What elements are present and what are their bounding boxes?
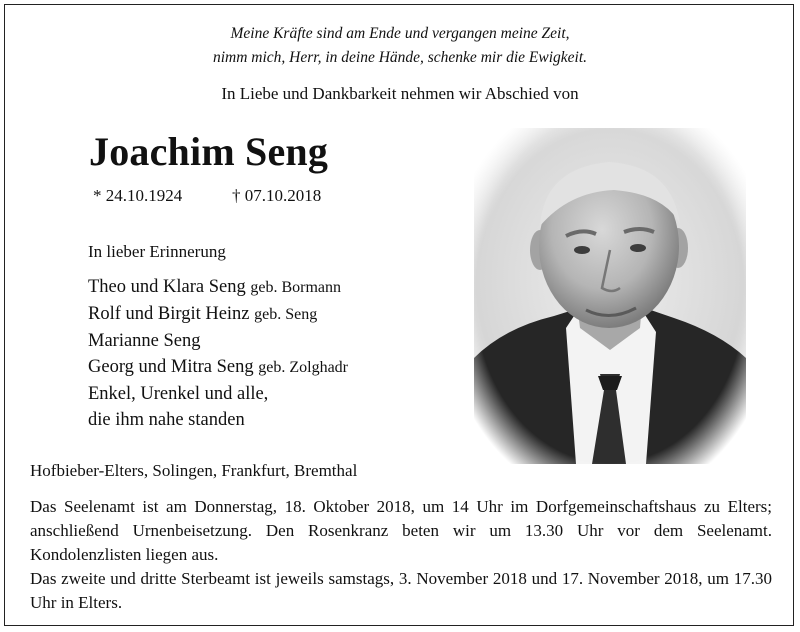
death-date: † 07.10.2018 xyxy=(232,186,322,205)
intro-text: In Liebe und Dankbarkeit nehmen wir Abschied von xyxy=(221,84,579,103)
service-paragraph: Das Seelenamt ist am Donnerstag, 18. Oktober 2018, um 14 Uhr im Dorfgemeinschaftshaus zu Elters; anschließend Urnenbeisetzung. Den Rosenkranz beten wir um 13.30 Uhr vor dem Seelenamt. Kondolenzlisten liegen aus. xyxy=(30,497,772,564)
service-details xyxy=(30,495,772,615)
verse-line-2: nimm mich, Herr, in deine Hände, schenke mir die Ewigkeit. xyxy=(212,49,588,66)
service-paragraph: Das zweite und dritte Sterbeamt ist jeweils samstags, 3. November 2018 und 17. November 2018, um 17.30 Uhr in Elters. xyxy=(30,569,772,612)
verse-line-1: Meine Kräfte sind am Ende und vergangen meine Zeit, xyxy=(230,25,570,42)
deceased-name: Joachim Seng xyxy=(89,129,329,174)
mourner-line: Marianne Seng xyxy=(88,331,201,351)
mourner-line: Rolf und Birgit Heinz geb. Seng xyxy=(88,304,318,324)
places-line: Hofbieber-Elters, Solingen, Frankfurt, Bremthal xyxy=(30,461,358,480)
mourner-line: Georg und Mitra Seng geb. Zolghadr xyxy=(88,357,348,377)
portrait-photo xyxy=(474,128,746,464)
verse xyxy=(0,22,800,70)
memory-heading: In lieber Erinnerung xyxy=(88,242,226,261)
mourner-line: Enkel, Urenkel und alle, xyxy=(88,384,269,404)
mourner-line: Theo und Klara Seng geb. Bormann xyxy=(88,277,342,297)
mourner-line: die ihm nahe standen xyxy=(88,410,245,430)
birth-date: * 24.10.1924 xyxy=(93,186,183,205)
mourners-list xyxy=(88,274,348,433)
